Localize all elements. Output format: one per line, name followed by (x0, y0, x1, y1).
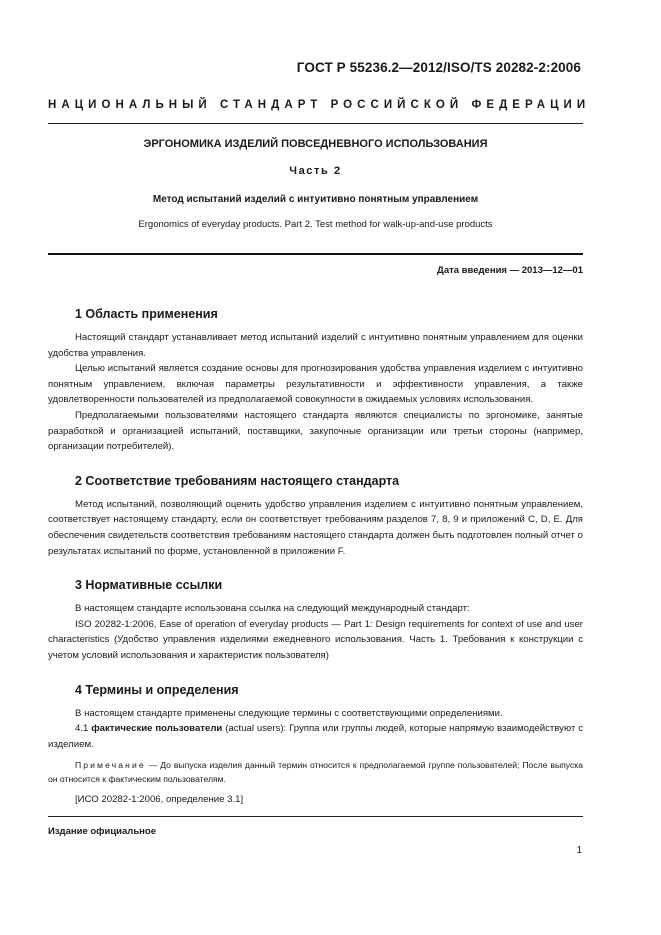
term-number: 4.1 (75, 723, 89, 735)
paragraph: Метод испытаний, позволяющий оценить удобство управления изделием с интуитивно понятным управлением, соответствует настоящему стандарту, если он соответствует требованиям разделов 7, 8, 9 и приложений С, D, Е. Для обеспечения свидетельств соответствия требованиям настоящего стандарта должен быть подготовлен полный отчет о результатах испытаний по форме, установленной в приложении F. (48, 498, 583, 557)
national-standard-banner: НАЦИОНАЛЬНЫЙ СТАНДАРТ РОССИЙСКОЙ ФЕДЕРАЦИИ (48, 99, 591, 111)
paragraph: Настоящий стандарт устанавливает метод испытаний изделий с интуитивно понятным управлением для оценки удобства управления. (48, 332, 583, 359)
term-source: [ИСО 20282-1:2006, определение 3.1] (75, 794, 244, 806)
paragraph: В настоящем стандарте использована ссылка на следующий международный стандарт: (75, 603, 470, 615)
top-divider (48, 123, 583, 124)
document-body (48, 306, 583, 826)
document-code: ГОСТ Р 55236.2—2012/ISO/TS 20282-2:2006 (296, 60, 581, 75)
paragraph: Предполагаемыми пользователями настоящего стандарта являются специалисты по эргономике, занятые разработкой и организацией испытаний, поставщики, закупочные организации или третьи стороны (например, организации потребителей). (48, 409, 583, 453)
section-heading: 2 Соответствие требованиям настоящего стандарта (75, 473, 400, 488)
note (48, 758, 583, 786)
section-conformance (48, 473, 583, 559)
document-title: ЭРГОНОМИКА ИЗДЕЛИЙ ПОВСЕДНЕВНОГО ИСПОЛЬЗОВАНИЯ (143, 138, 488, 150)
term-text: (actual users): Группа или группы людей, которые напрямую взаимодействуют с изделием. (48, 723, 584, 750)
title-divider (48, 253, 583, 255)
paragraph: В настоящем стандарте применены следующие термины с соответствующими определениями. (75, 707, 503, 719)
english-title: Ergonomics of everyday products. Part 2. Test method for walk-up-and-use products (138, 219, 493, 230)
paragraph: ISO 20282-1:2006, Ease of operation of everyday products — Part 1: Design requirements for context of use and user characteristics (Удобство управления изделиями ежедневного использования. Часть 1. Требования к конструкции с учетом условий использования и характеристик пользователя) (48, 618, 583, 661)
section-normative-references (48, 577, 583, 663)
note-text: — До выпуска изделия данный термин относится к предполагаемой группе пользователей; После выпуска он относится к фактическим пользователям. (48, 760, 583, 785)
footer-divider (48, 816, 583, 817)
note-label: Примечание (75, 760, 146, 771)
term-definition (48, 721, 583, 752)
section-heading: 1 Область применения (75, 307, 218, 321)
section-heading: 4 Термины и определения (75, 682, 239, 697)
document-part: Часть 2 (289, 165, 342, 177)
section-terms (48, 682, 583, 808)
page-number: 1 (576, 845, 582, 856)
document-subtitle: Метод испытаний изделий с интуитивно понятным управлением (152, 194, 479, 205)
section-heading: 3 Нормативные ссылки (75, 578, 223, 593)
introduction-date: Дата введения — 2013—12—01 (437, 265, 583, 276)
paragraph: Целью испытаний является создание основы для прогнозирования удобства управления изделием с интуитивно понятным управлением, включая параметры результативности и эффективности управления, а также удовлетворенности пользователей из предполагаемой совокупности в ожидаемых условиях использования. (48, 363, 583, 406)
section-scope (48, 306, 583, 455)
edition-label: Издание официальное (48, 826, 156, 837)
term-name: фактические пользователи (91, 723, 223, 735)
